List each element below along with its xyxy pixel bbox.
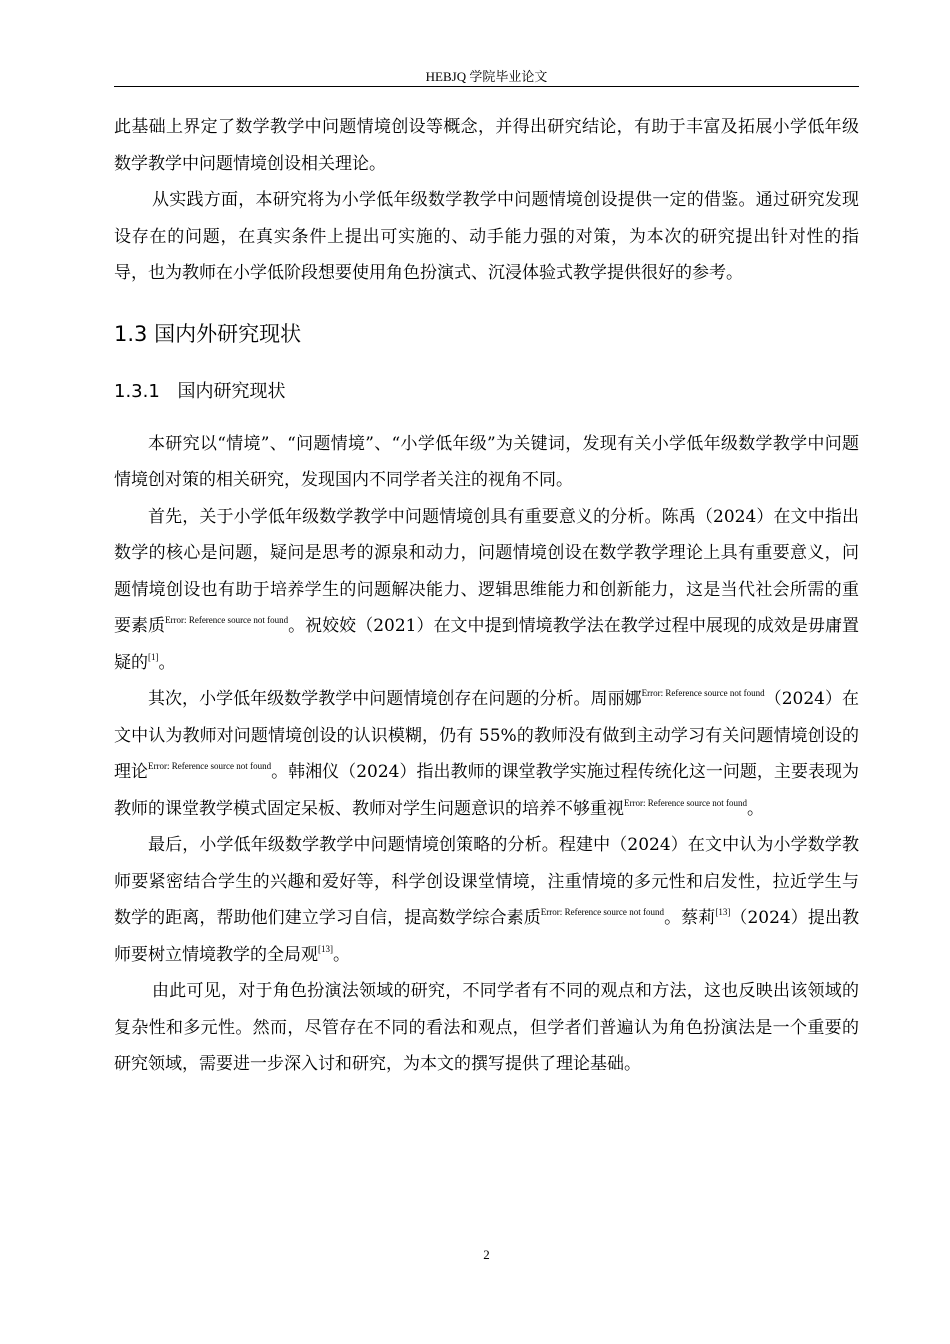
paragraph-practice: 从实践方面，本研究将为小学低年级数学教学中问题情境创设提供一定的借鉴。通过研究发现设存在的问题，在真实条件上提出可实施的、动手能力强的对策，为本次的研究提出针对性的指导，也为教师在小学低阶段想要使用角色扮演式、沉浸体验式教学提供很好的参考。 [114, 190, 859, 283]
paragraph-conclusion: 由此可见，对于角色扮演法领域的研究，不同学者有不同的观点和方法，这也反映出该领域的复杂性和多元性。然而，尽管存在不同的看法和观点，但学者们普遍认为角色扮演法是一个重要的研究领域，需要进一步深入讨和研究，为本文的撰写提供了理论基础。 [114, 981, 859, 1074]
reference-citation: [13] [318, 943, 333, 954]
text-run: 。祝姣姣（2021）在文中提到情境教学法在教学过程中展现的成效是毋庸置疑的 [114, 616, 859, 673]
paragraph-significance [114, 499, 859, 682]
reference-citation: Error: Reference source not found [165, 615, 289, 625]
text-run: 。蔡莉 [664, 908, 716, 928]
subsection-title: 国内研究现状 [177, 380, 286, 402]
text-run: 。 [746, 798, 764, 819]
text-run: 。 [333, 944, 350, 965]
reference-citation: Error: Reference source not found [641, 688, 765, 698]
paragraph-keywords: 本研究以“情境”、“问题情境”、“小学低年级”为关键词，发现有关小学低年级数学教学中问题情境创对策的相关研究，发现国内不同学者关注的视角不同。 [114, 433, 859, 490]
text-run: （2024）提出教师要树立情境教学的全局观 [114, 908, 860, 965]
text-run: 最后，小学低年级数学教学中问题情境创策略的分析。程建中（2024）在文中认为小学数学教师要紧密结合学生的兴趣和爱好等，科学创设课堂情境，注重情境的多元性和启发性，拉近学生与数学的距离，帮助他们建立学习自信，提高数学综合素质 [114, 835, 859, 928]
subsection-heading [114, 372, 859, 412]
reference-citation: [1] [148, 651, 159, 662]
reference-citation: [13] [715, 907, 731, 917]
reference-citation: Error: Reference source not found [624, 797, 747, 808]
paragraph-strategies [114, 827, 859, 973]
text-run: 首先，关于小学低年级数学教学中问题情境创具有重要意义的分析。陈禹（2024）在文中指出数学的核心是问题，疑问是思考的源泉和动力，问题情境创设在数学教学理论上具有重要意义，问题情境创设也有助于培养学生的问题解决能力、逻辑思维能力和创新能力，这是当代社会所需的重要素质 [114, 506, 859, 636]
text-run: （2024）在文中认为教师对问题情境创设的认识模糊，仍有 55%的教师没有做到主动学习有关问题情境创设的理论 [114, 689, 860, 782]
page-number: 2 [483, 1247, 490, 1262]
page-body [114, 109, 859, 1083]
header-divider [114, 86, 859, 87]
text-run: 。韩湘仪（2024）指出教师的课堂教学实施过程传统化这一问题，主要表现为教师的课堂教学模式固定呆板、教师对学生问题意识的培养不够重视 [114, 762, 860, 819]
reference-citation: Error: Reference source not found [540, 907, 665, 917]
paragraph-problems [114, 681, 859, 827]
text-run: 其次，小学低年级数学教学中问题情境创存在问题的分析。周丽娜 [148, 689, 642, 709]
subsection-number: 1.3.1 [114, 380, 160, 402]
section-heading [114, 312, 859, 356]
section-number: 1.3 [114, 321, 148, 346]
section-title: 国内外研究现状 [154, 321, 302, 346]
reference-citation: Error: Reference source not found [148, 761, 272, 771]
page-header: HEBJQ 学院毕业论文 [425, 69, 548, 84]
text-run: 。 [158, 652, 176, 673]
paragraph-continuation: 此基础上界定了数学教学中问题情境创设等概念，并得出研究结论，有助于丰富及拓展小学低年级数学教学中问题情境创设相关理论。 [114, 117, 859, 174]
